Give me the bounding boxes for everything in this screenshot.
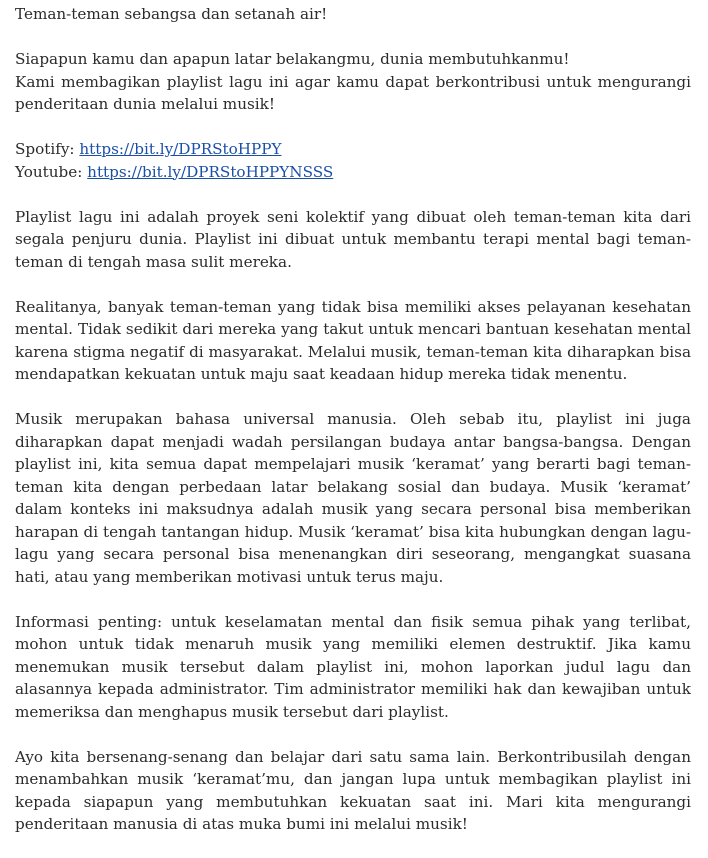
links-paragraph — [15, 138, 691, 183]
mental-health-paragraph: Realitanya, banyak teman-teman yang tidak bisa memiliki akses pelayanan kesehatan mental. Tidak sedikit dari mereka yang takut untuk mencari bantuan kesehatan mental karena stigma negatif di masyarakat. Melalui musik, teman-teman kita diharapkan bisa mendapatkan kekuatan untuk maju saat keadaan hidup mereka tidak menentu. — [15, 297, 691, 383]
greeting-text: Teman-teman sebangsa dan setanah air! — [15, 5, 328, 23]
intro-line-2: Kami membagikan playlist lagu ini agar kamu dapat berkontribusi untuk mengurangi penderitaan dunia melalui musik! — [15, 72, 691, 113]
closing-paragraph: Ayo kita bersenang-senang dan belajar dari satu sama lain. Berkontribusilah dengan menambahkan musik ‘keramat’mu, dan jangan lupa untuk membagikan playlist ini kepada siapapun yang membutuhkan kekuatan saat ini. Mari kita mengurangi penderitaan manusia di atas muka bumi ini melalui musik! — [15, 747, 691, 833]
youtube-link[interactable]: https://bit.ly/DPRStoHPPYNSSS — [87, 162, 334, 181]
spotify-label: Spotify: — [15, 140, 80, 158]
spotify-line — [15, 138, 691, 161]
greeting-paragraph — [15, 3, 691, 26]
youtube-line — [15, 161, 691, 184]
document-body — [15, 3, 691, 858]
spotify-link[interactable]: https://bit.ly/DPRStoHPPY — [79, 140, 282, 158]
intro-paragraph — [15, 48, 691, 116]
intro-line-1: Siapapun kamu dan apapun latar belakangmu, dunia membutuhkanmu! — [15, 50, 570, 68]
important-info-paragraph: Informasi penting: untuk keselamatan mental dan fisik semua pihak yang terlibat, mohon untuk tidak menaruh musik yang memiliki elemen destruktif. Jika kamu menemukan musik tersebut dalam playlist ini, mohon laporkan judul lagu dan alasannya kepada administrator. Tim administrator memiliki hak dan kewajiban untuk memeriksa dan menghapus musik tersebut dari playlist. — [15, 612, 691, 721]
universal-music-paragraph: Musik merupakan bahasa universal manusia. Oleh sebab itu, playlist ini juga diharapkan dapat menjadi wadah persilangan budaya antar bangsa-bangsa. Dengan playlist ini, kita semua dapat mempelajari musik ‘keramat’ yang berarti bagi teman-teman kita dengan perbedaan latar belakang sosial dan budaya. Musik ‘keramat’ dalam konteks ini maksudnya adalah musik yang secara personal bisa memberikan harapan di tengah tantangan hidup. Musik ‘keramat’ bisa kita hubungkan dengan lagu-lagu yang secara personal bisa menenangkan diri seseorang, mengangkat suasana hati, atau yang memberikan motivasi untuk terus maju. — [15, 410, 691, 586]
playlist-description-paragraph: Playlist lagu ini adalah proyek seni kolektif yang dibuat oleh teman-teman kita dari segala penjuru dunia. Playlist ini dibuat untuk membantu terapi mental bagi teman-teman di tengah masa sulit mereka. — [15, 207, 691, 271]
youtube-label: Youtube: — [15, 162, 88, 181]
